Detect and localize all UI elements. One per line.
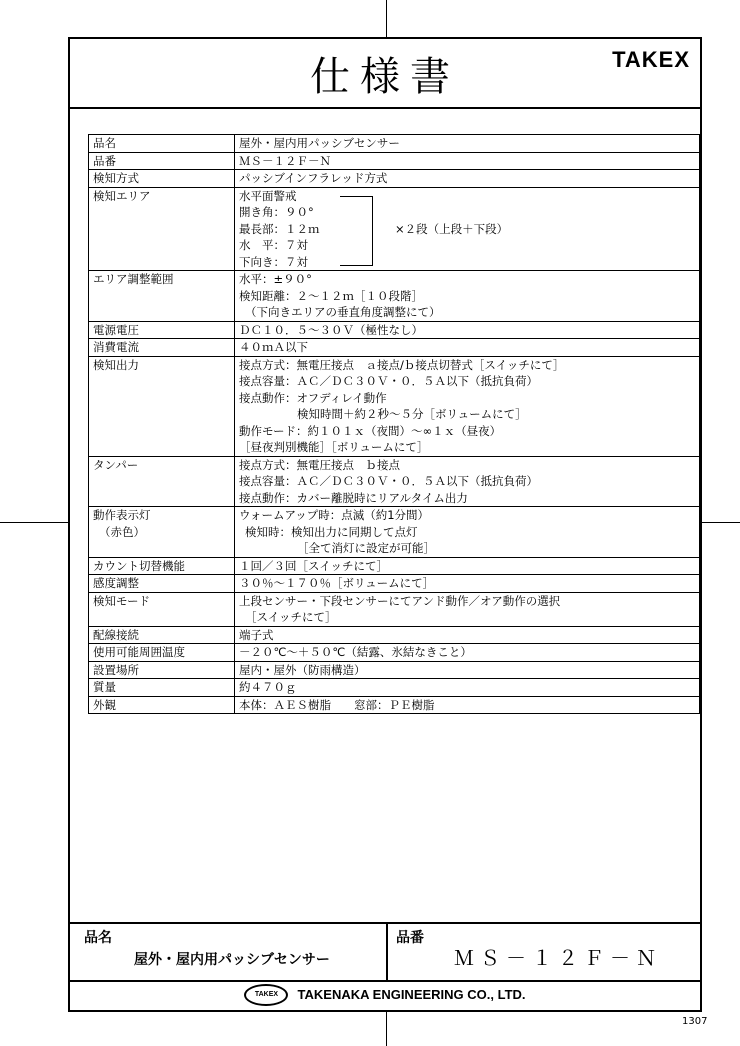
product-info-row	[70, 922, 700, 982]
spec-value	[235, 339, 700, 357]
spec-label-line: 電源電圧	[93, 322, 139, 337]
spec-value-line: 検知距離：２～１２ｍ［１０段階］	[239, 288, 423, 303]
spec-value-line: 端子式	[239, 627, 274, 642]
spec-value	[235, 557, 700, 575]
spec-row	[89, 356, 700, 456]
spec-value-line: パッシブインフラレッド方式	[239, 171, 388, 185]
spec-label	[89, 152, 235, 170]
spec-label-line: 質量	[93, 680, 116, 694]
spec-label-line: カウント切替機能	[93, 558, 185, 573]
spec-value	[235, 271, 700, 322]
spec-row	[89, 456, 700, 507]
spec-label-line: （赤色）	[99, 524, 145, 539]
spec-value-line: 上段センサー・下段センサーにてアンド動作／オア動作の選択	[239, 593, 561, 608]
spec-table	[88, 134, 700, 714]
spec-label	[89, 135, 235, 153]
product-number-value: ＭＳ－１２Ｆ－Ｎ	[454, 946, 662, 970]
spec-value-line: ４０ｍＡ以下	[239, 340, 308, 354]
spec-value-line: 接点動作：カバー離脱時にリアルタイム出力	[239, 490, 468, 505]
spec-label	[89, 321, 235, 339]
spec-label	[89, 356, 235, 456]
document-number: 1307	[682, 1016, 708, 1027]
spec-row	[89, 339, 700, 357]
spec-value	[235, 661, 700, 679]
spec-value-line: 検知時：検知出力に同期して点灯	[245, 524, 418, 539]
spec-row	[89, 626, 700, 644]
spec-row	[89, 170, 700, 188]
spec-value	[235, 696, 700, 714]
spec-label	[89, 557, 235, 575]
company-name: TAKENAKA ENGINEERING CO., LTD.	[297, 987, 526, 1002]
product-name-value: 屋外・屋内用パッシブセンサー	[134, 952, 330, 968]
spec-row	[89, 135, 700, 153]
spec-label	[89, 339, 235, 357]
spec-value-line: 水平：±９０°	[239, 272, 312, 286]
spec-value-line: 最長部：１２ｍ	[239, 221, 320, 236]
spec-value-line: ［スイッチにて］	[245, 610, 337, 624]
spec-label	[89, 661, 235, 679]
spec-label	[89, 507, 235, 558]
spec-value	[235, 626, 700, 644]
brand-logo: TAKEX	[612, 47, 690, 72]
spec-value-line: 接点動作：オフディレイ動作	[239, 390, 387, 405]
spec-label	[89, 456, 235, 507]
title-row	[70, 39, 700, 109]
divider	[386, 924, 388, 980]
spec-row	[89, 152, 700, 170]
spec-label-line: 検知エリア	[93, 188, 151, 203]
spec-label	[89, 644, 235, 662]
spec-label	[89, 626, 235, 644]
spec-value	[235, 644, 700, 662]
spec-label-line: 配線接続	[93, 627, 139, 642]
spec-value-line: （下向きエリアの垂直角度調整にて）	[245, 305, 441, 319]
spec-value-line: 水平面警戒	[239, 188, 297, 203]
spec-value-line: 動作モード：約１０１ｘ（夜間）～∞１ｘ（昼夜）	[239, 423, 502, 438]
area-bracket	[340, 196, 373, 266]
spec-label	[89, 575, 235, 593]
spec-value	[235, 321, 700, 339]
crop-mark-top	[386, 0, 387, 37]
spec-row	[89, 271, 700, 322]
spec-label-line: 品番	[93, 153, 116, 168]
spec-label-line: タンパー	[93, 457, 139, 472]
spec-value	[235, 356, 700, 456]
document-frame	[68, 37, 702, 1012]
crop-mark-left	[0, 522, 68, 523]
spec-value	[235, 575, 700, 593]
spec-value	[235, 135, 700, 153]
spec-label-line: 検知方式	[93, 171, 139, 185]
spec-value-line: 接点容量：ＡＣ／ＤＣ３０Ｖ・０．５Ａ以下（抵抗負荷）	[239, 374, 538, 388]
spec-value	[235, 456, 700, 507]
spec-value	[235, 170, 700, 188]
spec-value-line: 屋外・屋内用パッシブセンサー	[239, 136, 400, 150]
spec-row	[89, 661, 700, 679]
spec-value-line: －２０℃～＋５０℃（結露、氷結なきこと）	[239, 645, 472, 659]
crop-mark-bottom	[386, 1012, 387, 1046]
spec-row	[89, 507, 700, 558]
spec-label-line: 使用可能周囲温度	[93, 645, 185, 659]
spec-value	[235, 187, 700, 271]
spec-row	[89, 321, 700, 339]
spec-value-line: ＭＳ－１２Ｆ－Ｎ	[239, 153, 331, 168]
product-name-label: 品名	[84, 930, 112, 946]
spec-value-line: ３０％～１７０％［ボリュームにて］	[239, 576, 435, 590]
spec-value-line: 検知時間＋約２秒～５分［ボリュームにて］	[297, 407, 527, 421]
spec-value-line: １回／３回［スイッチにて］	[239, 558, 389, 573]
crop-mark-right	[702, 522, 740, 523]
spec-value-line: 水 平：７対	[239, 238, 308, 252]
spec-value-line: ［昼夜判別機能］［ボリュームにて］	[239, 440, 429, 454]
spec-value-line: ウォームアップ時：点滅（約1分間）	[239, 508, 430, 522]
spec-label-line: エリア調整範囲	[93, 272, 174, 286]
spec-label	[89, 271, 235, 322]
spec-value-line: 接点方式：無電圧接点 ｂ接点	[239, 457, 400, 472]
spec-label-line: 動作表示灯	[93, 508, 151, 522]
spec-label	[89, 696, 235, 714]
spec-value-line: 屋内・屋外（防雨構造）	[239, 662, 366, 677]
spec-row	[89, 187, 700, 271]
spec-label	[89, 592, 235, 626]
spec-label	[89, 170, 235, 188]
spec-value	[235, 679, 700, 697]
spec-value-line: 下向き：７対	[239, 254, 308, 269]
spec-row	[89, 592, 700, 626]
spec-value	[235, 592, 700, 626]
spec-label-line: 検知出力	[93, 357, 139, 372]
company-footer	[70, 980, 700, 1010]
spec-label-line: 検知モード	[93, 593, 151, 608]
spec-value	[235, 152, 700, 170]
spec-value-line: 約４７０ｇ	[239, 680, 297, 694]
spec-row	[89, 557, 700, 575]
spec-value-line: 接点容量：ＡＣ／ＤＣ３０Ｖ・０．５Ａ以下（抵抗負荷）	[239, 474, 538, 488]
spec-value-line: ［全て消灯に設定が可能］	[297, 541, 435, 555]
page-title: 仕様書	[310, 54, 460, 100]
spec-value-line: 接点方式：無電圧接点 ａ接点/ｂ接点切替式［スイッチにて］	[239, 357, 565, 372]
spec-label-line: 消費電流	[93, 340, 139, 354]
takex-logo: TAKEX	[244, 984, 288, 1006]
spec-label-line: 品名	[93, 136, 116, 150]
spec-label	[89, 679, 235, 697]
spec-label-line: 設置場所	[93, 662, 139, 677]
spec-label-line: 感度調整	[93, 576, 139, 590]
spec-value-line: ＤＣ１０．５～３０Ｖ（極性なし）	[239, 322, 423, 337]
spec-value-line: 開き角：９０°	[239, 205, 314, 219]
spec-value-line: 本体：ＡＥＳ樹脂 窓部：ＰＥ樹脂	[239, 697, 435, 712]
spec-label	[89, 187, 235, 271]
area-note: ×２段（上段＋下段）	[395, 221, 509, 236]
product-number-label: 品番	[396, 930, 424, 946]
spec-row	[89, 575, 700, 593]
spec-row	[89, 679, 700, 697]
spec-label-line: 外観	[93, 697, 116, 712]
spec-row	[89, 696, 700, 714]
spec-value	[235, 507, 700, 558]
spec-row	[89, 644, 700, 662]
